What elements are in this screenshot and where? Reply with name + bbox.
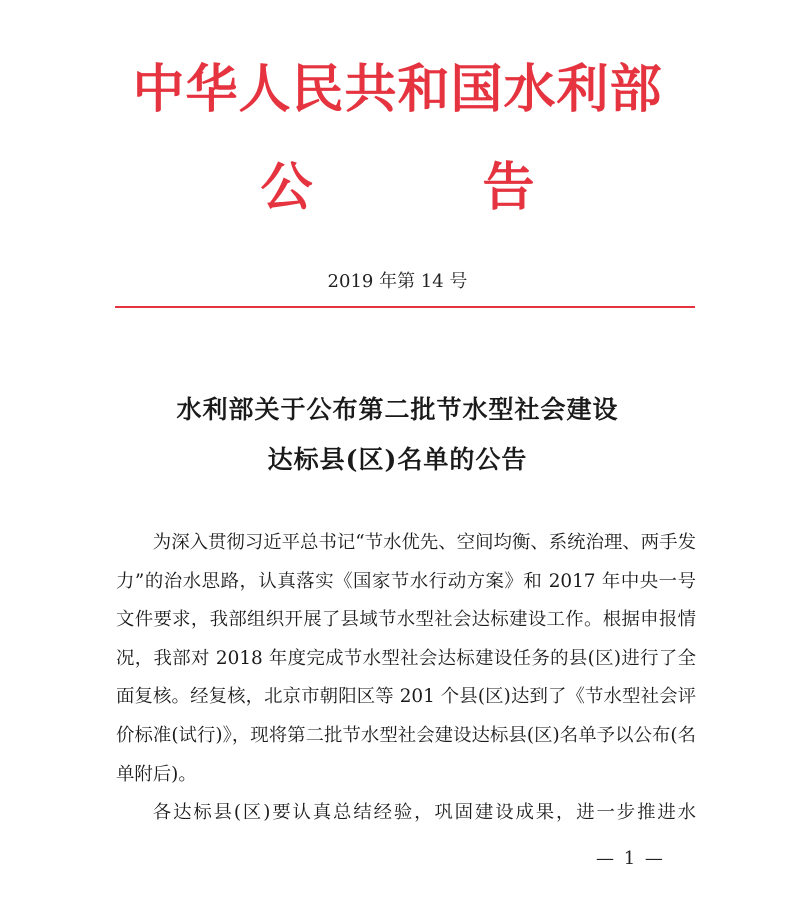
- announcement-char-gong: 公: [260, 157, 313, 218]
- ministry-header: 中华人民共和国水利部: [132, 59, 663, 120]
- document-body: [116, 524, 696, 833]
- page-number: — 1 —: [596, 848, 665, 869]
- document-title-line-2: 达标县(区)名单的公告: [267, 445, 528, 474]
- document-title-line-1: 水利部关于公布第二批节水型社会建设: [176, 395, 619, 424]
- red-divider-line: [115, 306, 695, 308]
- announcement-heading: [0, 156, 795, 220]
- announcement-char-gao: 告: [482, 157, 535, 218]
- body-paragraph-1: 为深入贯彻习近平总书记“节水优先、空间均衡、系统治理、两手发力”的治水思路，认真落实《国家节水行动方案》和 2017 年中央一号文件要求，我部组织开展了县域节水型社会达标建设工作。根据申报情况，我部对 2018 年度完成节水型社会达标建设任务的县(区)进行了全面复核。经复核，北京市朝阳区等 201 个县(区)达到了《节水型社会评价标准(试行)》，现将第二批节水型社会建设达标县(区)名单予以公布(名单附后)。: [116, 532, 696, 785]
- body-paragraph-2: 各达标县(区)要认真总结经验，巩固建设成果，进一步推进水: [152, 802, 696, 824]
- document-number: 2019 年第 14 号: [327, 271, 468, 292]
